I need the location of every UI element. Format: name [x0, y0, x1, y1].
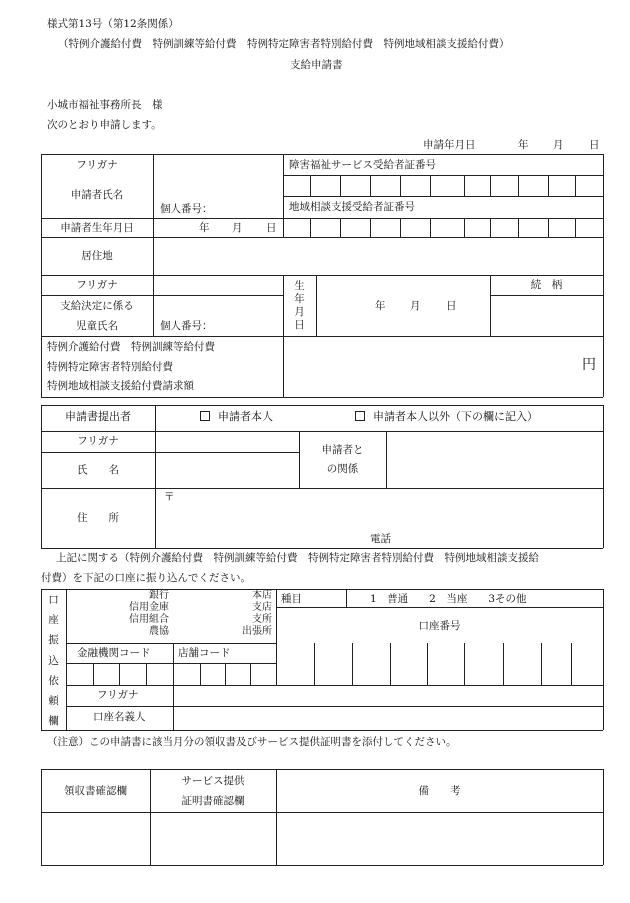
- date-label: 申請年月日: [423, 139, 476, 151]
- child-dob-char: 生: [294, 280, 305, 292]
- checkbox-icon[interactable]: [355, 411, 365, 421]
- child-dob-year[interactable]: 年: [375, 300, 386, 312]
- branch-code-label: 店舗コード: [178, 647, 231, 659]
- attachment-notice: （注意）この申請書に該当月分の領収書及びサービス提供証明書を添付してください。: [47, 736, 457, 748]
- applicant-address-label: 居住地: [81, 250, 113, 262]
- bank-side-char: 口: [48, 594, 59, 606]
- child-furigana-label: フリガナ: [76, 279, 118, 291]
- inst-type-credit-union: 信用組合: [129, 614, 169, 625]
- branch-type-main: 本店: [252, 590, 272, 601]
- account-number-label: 口座番号: [418, 620, 461, 632]
- claim-label-2: 特例特定障害者特別給付費: [47, 361, 173, 373]
- child-dob-month[interactable]: 月: [410, 300, 421, 312]
- applicant-furigana-label: フリガナ: [76, 159, 118, 171]
- yen-unit: 円: [582, 357, 596, 373]
- applicant-individual-no-label: 個人番号：: [160, 203, 213, 215]
- inst-code-label: 金融機関コード: [77, 647, 151, 659]
- inst-type-bank: 銀行: [149, 590, 169, 601]
- receipt-confirm-label: 領収書確認欄: [64, 785, 127, 797]
- submitter-relation-label-2: の関係: [326, 463, 359, 475]
- child-relation-label: 続 柄: [530, 279, 563, 291]
- applicant-dob-year[interactable]: 年: [199, 222, 210, 234]
- applicant-dob-label: 申請者生年月日: [60, 222, 134, 234]
- account-holder-label: 口座名義人: [93, 711, 146, 723]
- bank-side-char: 座: [48, 614, 59, 626]
- branch-type-office: 出張所: [242, 626, 272, 637]
- bank-side-char: 頼: [48, 695, 59, 707]
- remarks-label: 備 考: [418, 785, 461, 797]
- regional-cert-label: 地域相談支援受給者証番号: [289, 201, 415, 213]
- transfer-note-2: 付費）を下記の口座に振り込んでください。: [41, 572, 251, 584]
- submitter-label: 申請書提出者: [65, 410, 131, 423]
- child-name-label-1: 支給決定に係る: [60, 300, 134, 312]
- submitter-address-label: 住 所: [77, 512, 119, 524]
- branch-type-sub: 支所: [252, 614, 272, 625]
- transfer-note-1: 上記に関する（特例介護給付費 特例訓練等給付費 特例特定障害者特別給付費 特例地域相談支援給: [56, 552, 539, 564]
- service-confirm-label-1: サービス提供: [181, 775, 245, 787]
- service-confirm-label-2: 証明書確認欄: [181, 795, 245, 807]
- child-dob-char: 日: [294, 319, 305, 331]
- submitter-relation-label-1: 申請者と: [321, 444, 364, 456]
- child-name-label-2: 児童氏名: [76, 320, 118, 332]
- inst-type-agri-coop: 農協: [149, 626, 169, 637]
- submitter-option-other[interactable]: 申請者本人以外（下の欄に記入）: [355, 411, 538, 424]
- date-month[interactable]: 月: [553, 139, 564, 151]
- child-dob-char: 月: [294, 306, 305, 318]
- child-dob-char: 年: [294, 293, 305, 305]
- applicant-name-label: 申請者氏名: [70, 189, 124, 201]
- claim-label-3: 特例地域相談支援給付費請求額: [47, 380, 194, 392]
- inst-type-credit-bank: 信用金庫: [129, 602, 169, 613]
- form-number: 様式第13号（第12条関係）: [47, 18, 179, 30]
- bank-side-char: 依: [48, 675, 59, 687]
- postal-mark: 〒: [164, 491, 175, 503]
- addressee: 小城市福祉事務所長 様: [47, 99, 163, 111]
- branch-type-branch: 支店: [252, 602, 272, 613]
- account-kind-options[interactable]: 1 普通 2 当座 3その他: [370, 593, 527, 605]
- claim-label-1: 特例介護給付費 特例訓練等給付費: [47, 341, 215, 353]
- date-year[interactable]: 年: [518, 139, 529, 151]
- form-subtitle: （特例介護給付費 特例訓練等給付費 特例特定障害者特別給付費 特例地域相談支援給付費）: [58, 38, 510, 50]
- applicant-dob-day[interactable]: 日: [266, 222, 277, 234]
- child-individual-no-label: 個人番号：: [160, 320, 213, 332]
- applicant-dob-month[interactable]: 月: [232, 222, 243, 234]
- phone-label: 電話: [370, 533, 391, 545]
- child-dob-day[interactable]: 日: [446, 300, 457, 312]
- bank-side-char: 振: [48, 634, 59, 646]
- date-day[interactable]: 日: [589, 139, 600, 151]
- submitter-furigana-label: フリガナ: [77, 435, 119, 447]
- checkbox-icon[interactable]: [200, 411, 210, 421]
- holder-furigana-label: フリガナ: [97, 689, 139, 701]
- submitter-name-label: 氏 名: [77, 464, 119, 476]
- intro-text: 次のとおり申請します。: [47, 119, 162, 131]
- service-cert-label: 障害福祉サービス受給者証番号: [289, 159, 436, 171]
- page-title: 支給申請書: [290, 59, 343, 71]
- submitter-option-self[interactable]: 申請者本人: [200, 411, 273, 424]
- bank-side-char: 込: [48, 655, 59, 667]
- account-kind-label: 種目: [281, 593, 302, 605]
- bank-side-char: 欄: [48, 715, 59, 727]
